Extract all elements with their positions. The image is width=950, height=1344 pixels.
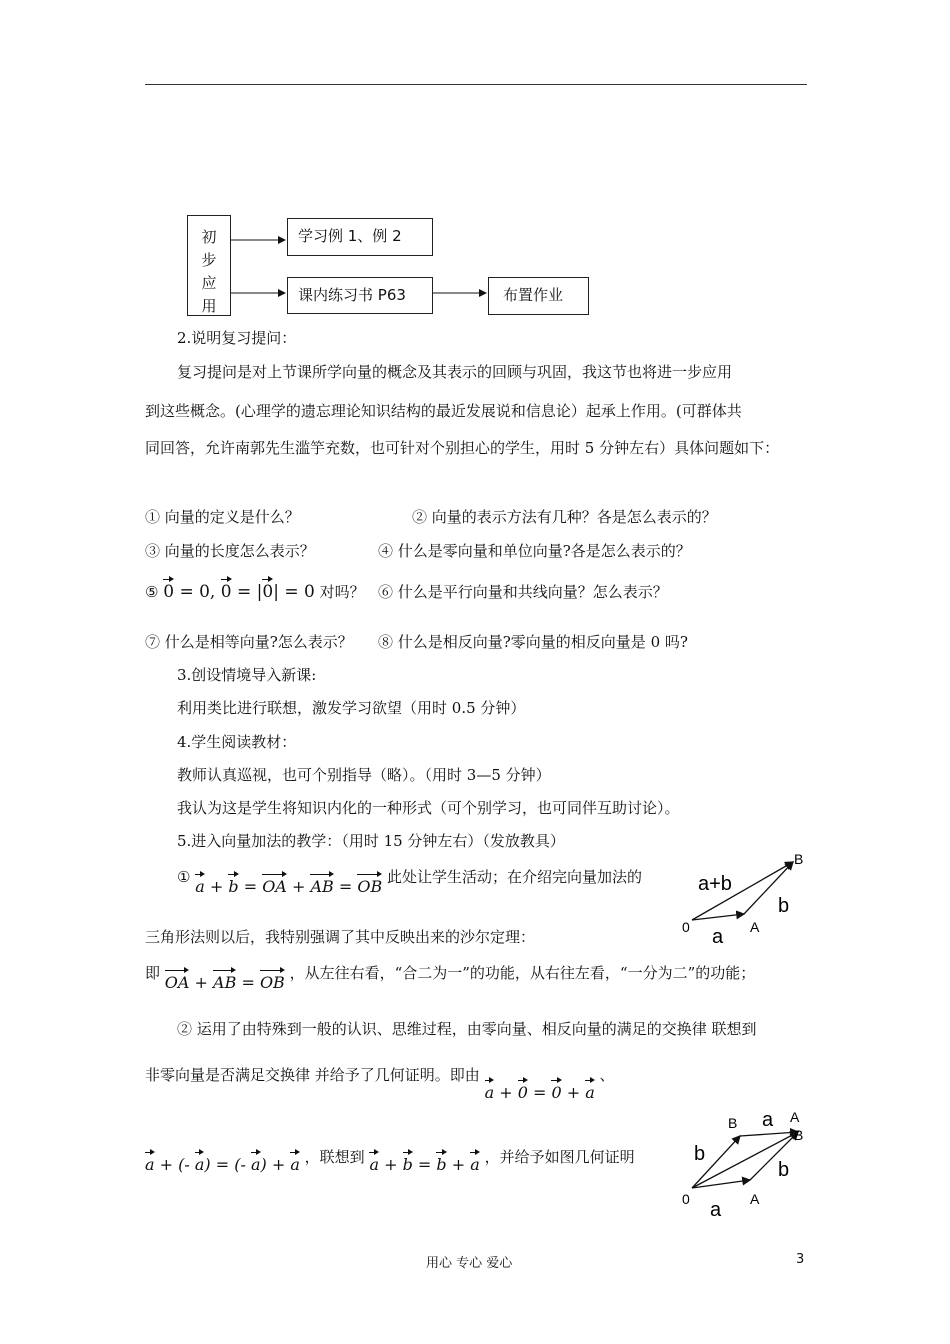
section-2-paragraph: 复习提问是对上节课所学向量的概念及其表示的回顾与巩固，我这节也将进一步应用 <box>177 363 733 381</box>
label-a: a <box>762 1109 774 1131</box>
section-5-paragraph: 三角形法则以后，我特别强调了其中反映出来的沙尔定理： <box>145 928 536 946</box>
parallelogram-side <box>740 1132 798 1136</box>
label-a: a <box>710 1199 722 1220</box>
question-7: ⑦ 什么是相等向量?怎么表示？ <box>145 633 353 651</box>
question-5-formula: 0 = 0, 0 = |0| = 0 <box>163 582 315 602</box>
question-3: ③ 向量的长度怎么表示？ <box>145 542 315 560</box>
footer-motto: 用心 专心 爱心 <box>426 1256 513 1271</box>
section-5-paragraph <box>145 1146 635 1174</box>
triangle-rule-figure <box>680 848 810 948</box>
section-5-paragraph <box>145 962 756 992</box>
point-A: A <box>750 919 760 935</box>
question-5-suffix: 对吗？ <box>319 583 365 601</box>
label-b: b <box>778 895 790 917</box>
question-6: ⑥ 什么是平行向量和共线向量？怎么表示？ <box>378 583 668 601</box>
flow-box-char: 步 <box>201 251 217 269</box>
section-5-heading: 5.进入向量加法的教学：（用时 15 分钟左右）（发放教具） <box>177 832 565 850</box>
section-2-paragraph: 同回答，允许南郭先生滥竽充数，也可针对个别担心的学生，用时 5 分钟左右）具体问题如下： <box>145 439 780 457</box>
page-number: 3 <box>796 1252 805 1267</box>
label-b: b <box>694 1143 706 1165</box>
item-1-text: 此处让学生活动；在介绍完向量加法的 <box>386 868 642 886</box>
opposite-commutative-formula: a + (- a) = (- a) + a <box>145 1155 300 1174</box>
commutative-formula: a + b = b + a <box>369 1155 480 1174</box>
label-a: a <box>712 926 724 948</box>
p6-mid: ，联想到 <box>304 1148 365 1166</box>
p3-prefix: 即 <box>145 964 161 982</box>
section-2-heading: 2.说明复习提问： <box>177 329 297 347</box>
section-3-heading: 3.创设情境导入新课: <box>177 666 317 684</box>
parallelogram-side <box>750 1132 798 1180</box>
point-O: 0 <box>682 919 690 935</box>
point-A: A <box>750 1191 760 1207</box>
label-b: b <box>778 1159 790 1181</box>
section-3-paragraph: 利用类比进行联想，激发学习欲望（用时 0.5 分钟） <box>177 699 526 717</box>
question-5-prefix: ⑤ <box>145 583 159 601</box>
p3-text: ，从左往右看，“合二为一”的功能，从右往左看，“一分为二”的功能； <box>289 964 756 982</box>
vector-addition-formula: a + b = OA + AB = OB <box>195 877 383 896</box>
zero-commutative-formula: a + 0 = 0 + a <box>484 1083 595 1102</box>
section-2-paragraph: 到这些概念。(心理学的遗忘理论知识结构的最近发展说和信息论）起承上作用。(可群体共 <box>145 402 742 420</box>
flow-box-exercises: 课内练习书 P63 <box>287 277 433 314</box>
flow-box-homework: 布置作业 <box>488 277 589 315</box>
point-O: 0 <box>682 1191 690 1207</box>
p6-tail: ，并给予如图几何证明 <box>484 1148 635 1166</box>
point-B: B <box>794 1127 804 1143</box>
p5-text: 非零向量是否满足交换律 并给予了几何证明。即由 <box>145 1066 480 1084</box>
section-4-paragraph: 我认为这是学生将知识内化的一种形式（可个别学习，也可同伴互助讨论）。 <box>177 799 680 817</box>
question-4: ④ 什么是零向量和单位向量?各是怎么表示的？ <box>378 542 691 560</box>
section-5-paragraph <box>145 1064 615 1102</box>
question-2: ② 向量的表示方法有几种？各是怎么表示的？ <box>412 508 717 526</box>
point-B: B <box>794 851 804 867</box>
flow-box-examples: 学习例 1、例 2 <box>287 218 433 256</box>
flow-box-char: 初 <box>201 228 217 246</box>
flow-arrows <box>0 0 950 340</box>
parallelogram-figure <box>680 1100 810 1220</box>
label-a-plus-b: a+b <box>698 873 732 895</box>
flow-box-char: 应 <box>201 274 217 292</box>
question-1: ① 向量的定义是什么？ <box>145 508 300 526</box>
flow-box-char: 用 <box>201 297 217 315</box>
item-1-prefix: ① <box>177 868 191 886</box>
point-A: A <box>790 1109 800 1125</box>
section-4-heading: 4.学生阅读教材： <box>177 733 297 751</box>
section-4-paragraph: 教师认真巡视，也可个别指导（略）。（用时 3—5 分钟） <box>177 766 551 784</box>
section-5-item-1 <box>177 866 642 896</box>
question-8: ⑧ 什么是相反向量?零向量的相反向量是 0 吗? <box>378 633 688 651</box>
section-5-paragraph: ② 运用了由特殊到一般的认识、思维过程，由零向量、相反向量的满足的交换律 联想到 <box>177 1020 757 1038</box>
point-B: B <box>728 1115 738 1131</box>
chasles-formula: OA + AB = OB <box>164 973 285 992</box>
p5-tail: 、 <box>599 1066 615 1084</box>
question-5 <box>145 581 365 602</box>
